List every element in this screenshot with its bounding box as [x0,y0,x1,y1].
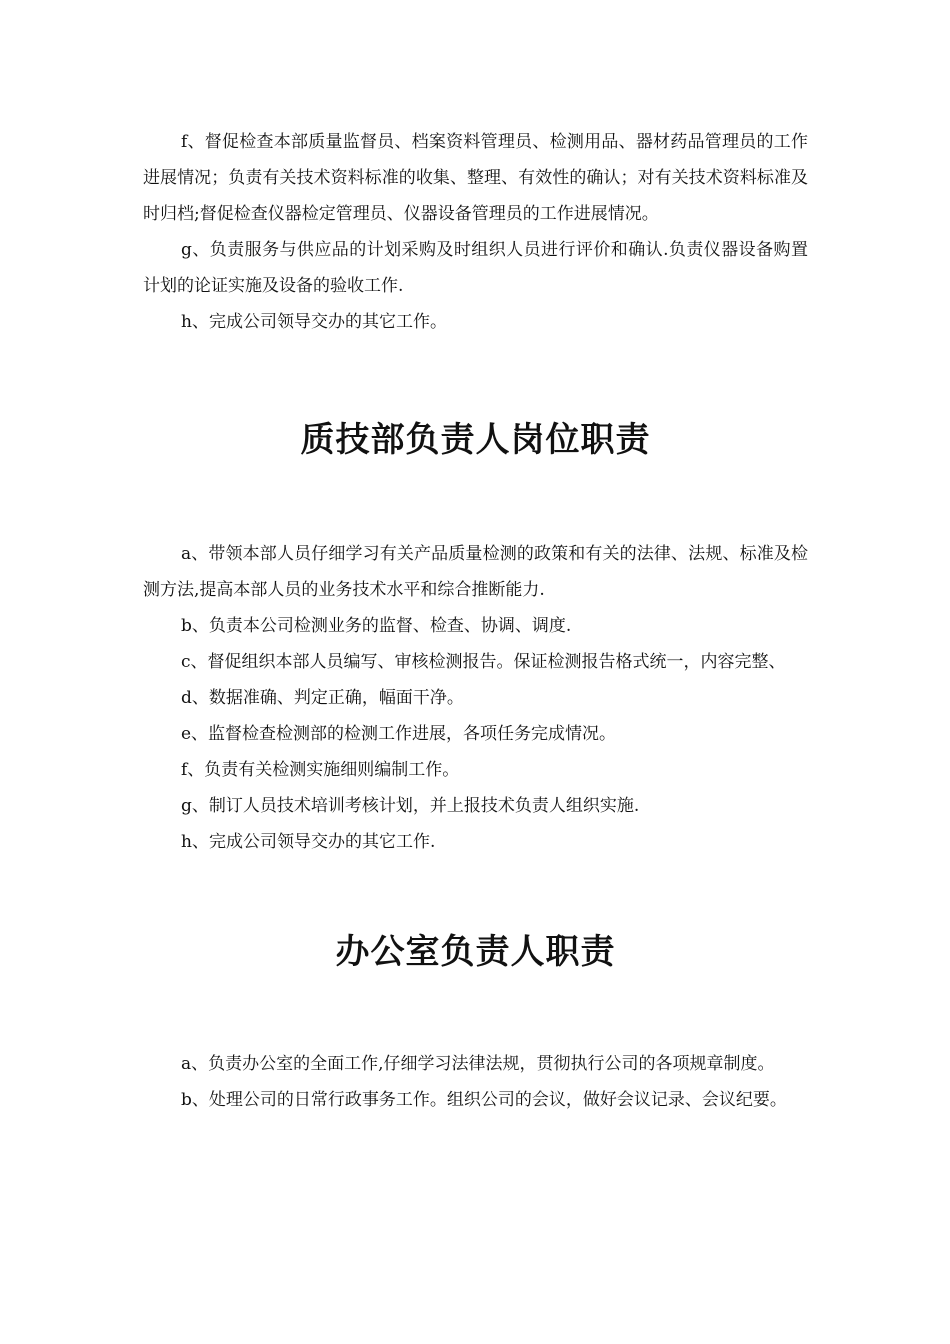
duty-paragraph: b、负责本公司检测业务的监督、检查、协调、调度. [181,616,572,636]
duty-paragraph: h、完成公司领导交办的其它工作. [181,832,436,852]
section-continued-duties [143,124,808,340]
duty-paragraph: a、带领本部人员仔细学习有关产品质量检测的政策和有关的法律、法规、标准及检测方法,提高本部人员的业务技术水平和综合推断能力. [143,544,808,600]
duty-paragraph: h、完成公司领导交办的其它工作。 [181,312,447,332]
duty-paragraph: b、处理公司的日常行政事务工作。组织公司的会议，做好会议记录、会议纪要。 [181,1090,787,1110]
duty-paragraph: a、负责办公室的全面工作,仔细学习法律法规，贯彻执行公司的各项规章制度。 [181,1054,775,1074]
duty-paragraph: g、负责服务与供应品的计划采购及时组织人员进行评价和确认.负责仪器设备购置计划的论证实施及设备的验收工作. [143,240,808,296]
section-office-head-duties [143,1046,808,1118]
duty-paragraph: f、督促检查本部质量监督员、档案资料管理员、检测用品、器材药品管理员的工作进展情况；负责有关技术资料标准的收集、整理、有效性的确认；对有关技术资料标准及时归档;督促检查仪器检定管理员、仪器设备管理员的工作进展情况。 [143,132,808,224]
duty-paragraph: e、监督检查检测部的检测工作进展，各项任务完成情况。 [181,724,617,744]
duty-paragraph: f、负责有关检测实施细则编制工作。 [181,760,460,780]
duty-paragraph: c、督促组织本部人员编写、审核检测报告。保证检测报告格式统一，内容完整、 [181,652,786,672]
section-title-quality-tech-head: 质技部负责人岗位职责 [300,420,651,460]
section-title-office-head: 办公室负责人职责 [335,932,616,972]
duty-paragraph: g、制订人员技术培训考核计划，并上报技术负责人组织实施. [181,796,640,816]
section-quality-tech-head-duties [143,536,808,860]
duty-paragraph: d、数据准确、判定正确，幅面干净。 [181,688,464,708]
